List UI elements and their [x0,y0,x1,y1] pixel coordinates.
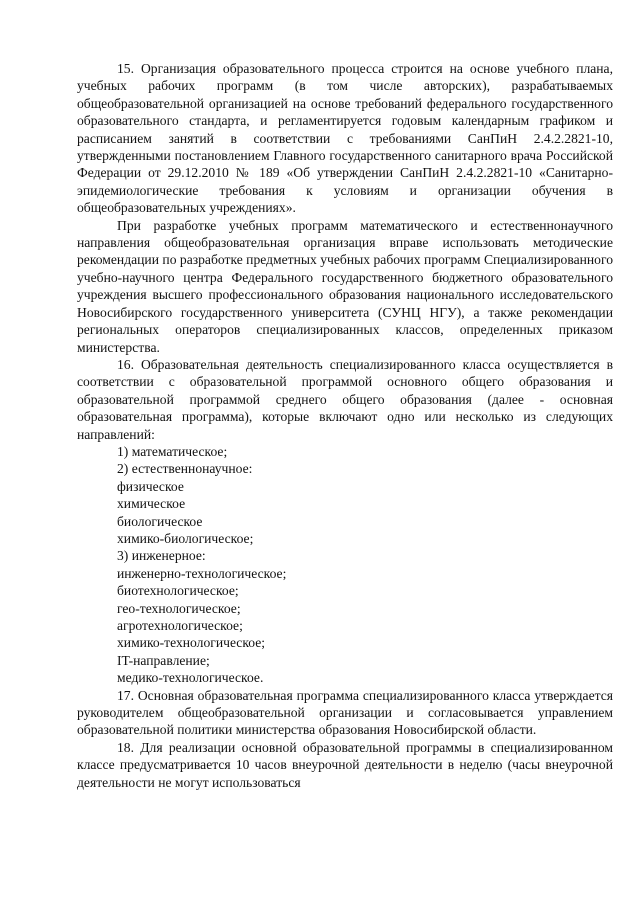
list-item-biotechnological: биотехнологическое; [117,583,239,599]
list-item-chemical-biological: химико-биологическое; [117,530,254,546]
paragraph-16: 16. Образовательная деятельность специализированного класса осуществляется в соответствии с образовательной программой основного общего образования и образовательной программой среднего общего образования (далее - основная образовательная программа), которые включают одно или несколько из следующих направлений: [77,356,613,442]
document-page [77,60,613,791]
list-item-chemical-technological: химико-технологическое; [117,635,266,651]
list-item-biological: биологическое [117,513,203,529]
list-item-agrotechnological: агротехнологическое; [117,618,243,633]
list-item-chemical: химическое [117,496,186,512]
list-item-it: IT-направление; [117,652,210,668]
paragraph-15: 15. Организация образовательного процесса строится на основе учебного плана, учебных рабочих программ (в том числе авторских), разрабатываемых общеобразовательной организацией на основе требований федерального государственного образовательного стандарта, и регламентируется годовым календарным графиком и расписанием занятий в соответствии с требованиями СанПиН 2.4.2.2821-10, утвержденными постановлением Главного государственного санитарного врача Российской Федерации от 29.12.2010 № 189 «Об утверждении СанПиН 2.4.2.2821-10 «Санитарно-эпидемиологические требования к условиям и организации обучения в общеобразовательных учреждениях». [77,61,613,216]
paragraph-17: 17. Основная образовательная программа специализированного класса утверждается руководителем общеобразовательной организации и согласовывается управлением образовательной политики министерства образования Новосибирской области. [77,687,613,738]
list-item-natural-science: 2) естественнонаучное: [117,461,253,477]
list-item-medical-technological: медико-технологическое. [117,670,264,686]
paragraph-programs-development: При разработке учебных программ математического и естественнонаучного направления общеобразовательная организация вправе использовать методические рекомендации по разработке предметных учебных рабочих программ Специализированного учебно-научного центра Федерального государственного бюджетного образовательного учреждения высшего профессионального образования национального исследовательского Новосибирского государственного университета (СУНЦ НГУ), а также рекомендации региональных операторов специализированных классов, определенных приказом министерства. [77,217,613,355]
list-item-mathematical: 1) математическое; [117,443,228,459]
list-item-geo-technological: гео-технологическое; [117,600,241,616]
paragraph-18: 18. Для реализации основной образовательной программы в специализированном классе предусматривается 10 часов внеурочной деятельности в неделю (часы внеурочной деятельности не могут использоваться [77,739,613,790]
list-item-physical: физическое [117,478,184,494]
list-item-engineering-technological: инженерно-технологическое; [117,565,287,581]
list-item-engineering: 3) инженерное: [117,548,206,564]
